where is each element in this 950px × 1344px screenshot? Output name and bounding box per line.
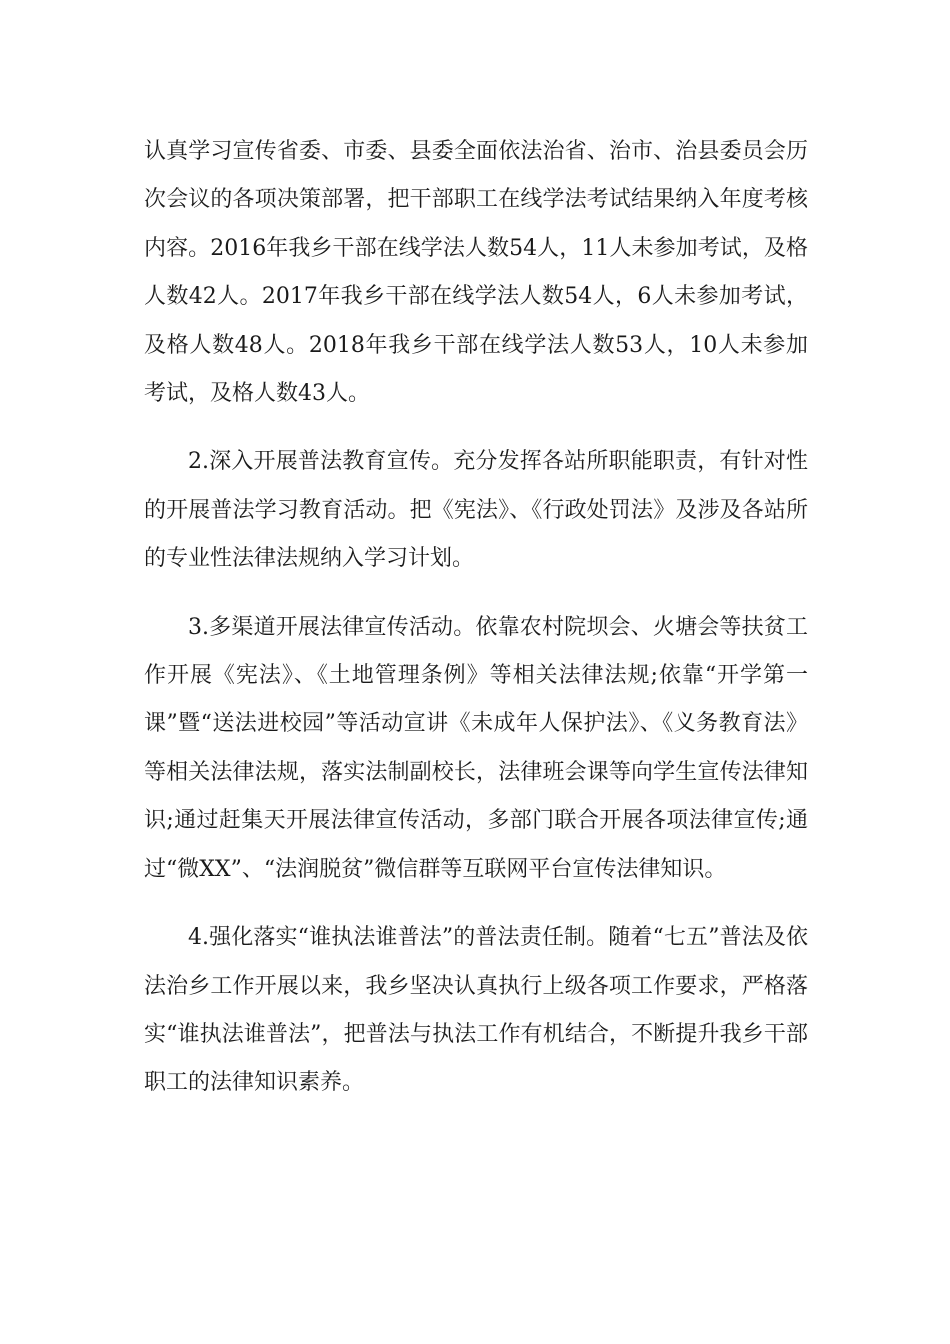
paragraph-intro-continuation: 认真学习宣传省委、市委、县委全面依法治省、治市、治县委员会历次会议的各项决策部署，把干部职工在线学法考试结果纳入年度考核内容。2016年我乡干部在线学法人数54人，11人未参加考试，及格人数42人。2017年我乡干部在线学法人数54人，6人未参加考试，及格人数48人。2018年我乡干部在线学法人数53人，10人未参加考试，及格人数43人。 <box>144 139 808 407</box>
paragraph-item-3: 3.多渠道开展法律宣传活动。依靠农村院坝会、火塘会等扶贫工作开展《宪法》、《土地管理条例》等相关法律法规;依靠“开学第一课”暨“送法进校园”等活动宣讲《未成年人保护法》、《义务教育法》等相关法律法规，落实法制副校长，法律班会课等向学生宣传法律知识;通过赶集天开展法律宣传活动，多部门联合开展各项法律宣传;通过“微XX”、“法润脱贫”微信群等互联网平台宣传法律知识。 <box>144 614 808 882</box>
document-body <box>144 128 808 1128</box>
paragraph-item-2: 2.深入开展普法教育宣传。充分发挥各站所职能职责，有针对性的开展普法学习教育活动。把《宪法》、《行政处罚法》及涉及各站所的专业性法律法规纳入学习计划。 <box>144 449 808 572</box>
paragraph-item-4: 4.强化落实“谁执法谁普法”的普法责任制。随着“七五”普法及依法治乡工作开展以来，我乡坚决认真执行上级各项工作要求，严格落实“谁执法谁普法”，把普法与执法工作有机结合，不断提升我乡干部职工的法律知识素养。 <box>144 925 808 1096</box>
